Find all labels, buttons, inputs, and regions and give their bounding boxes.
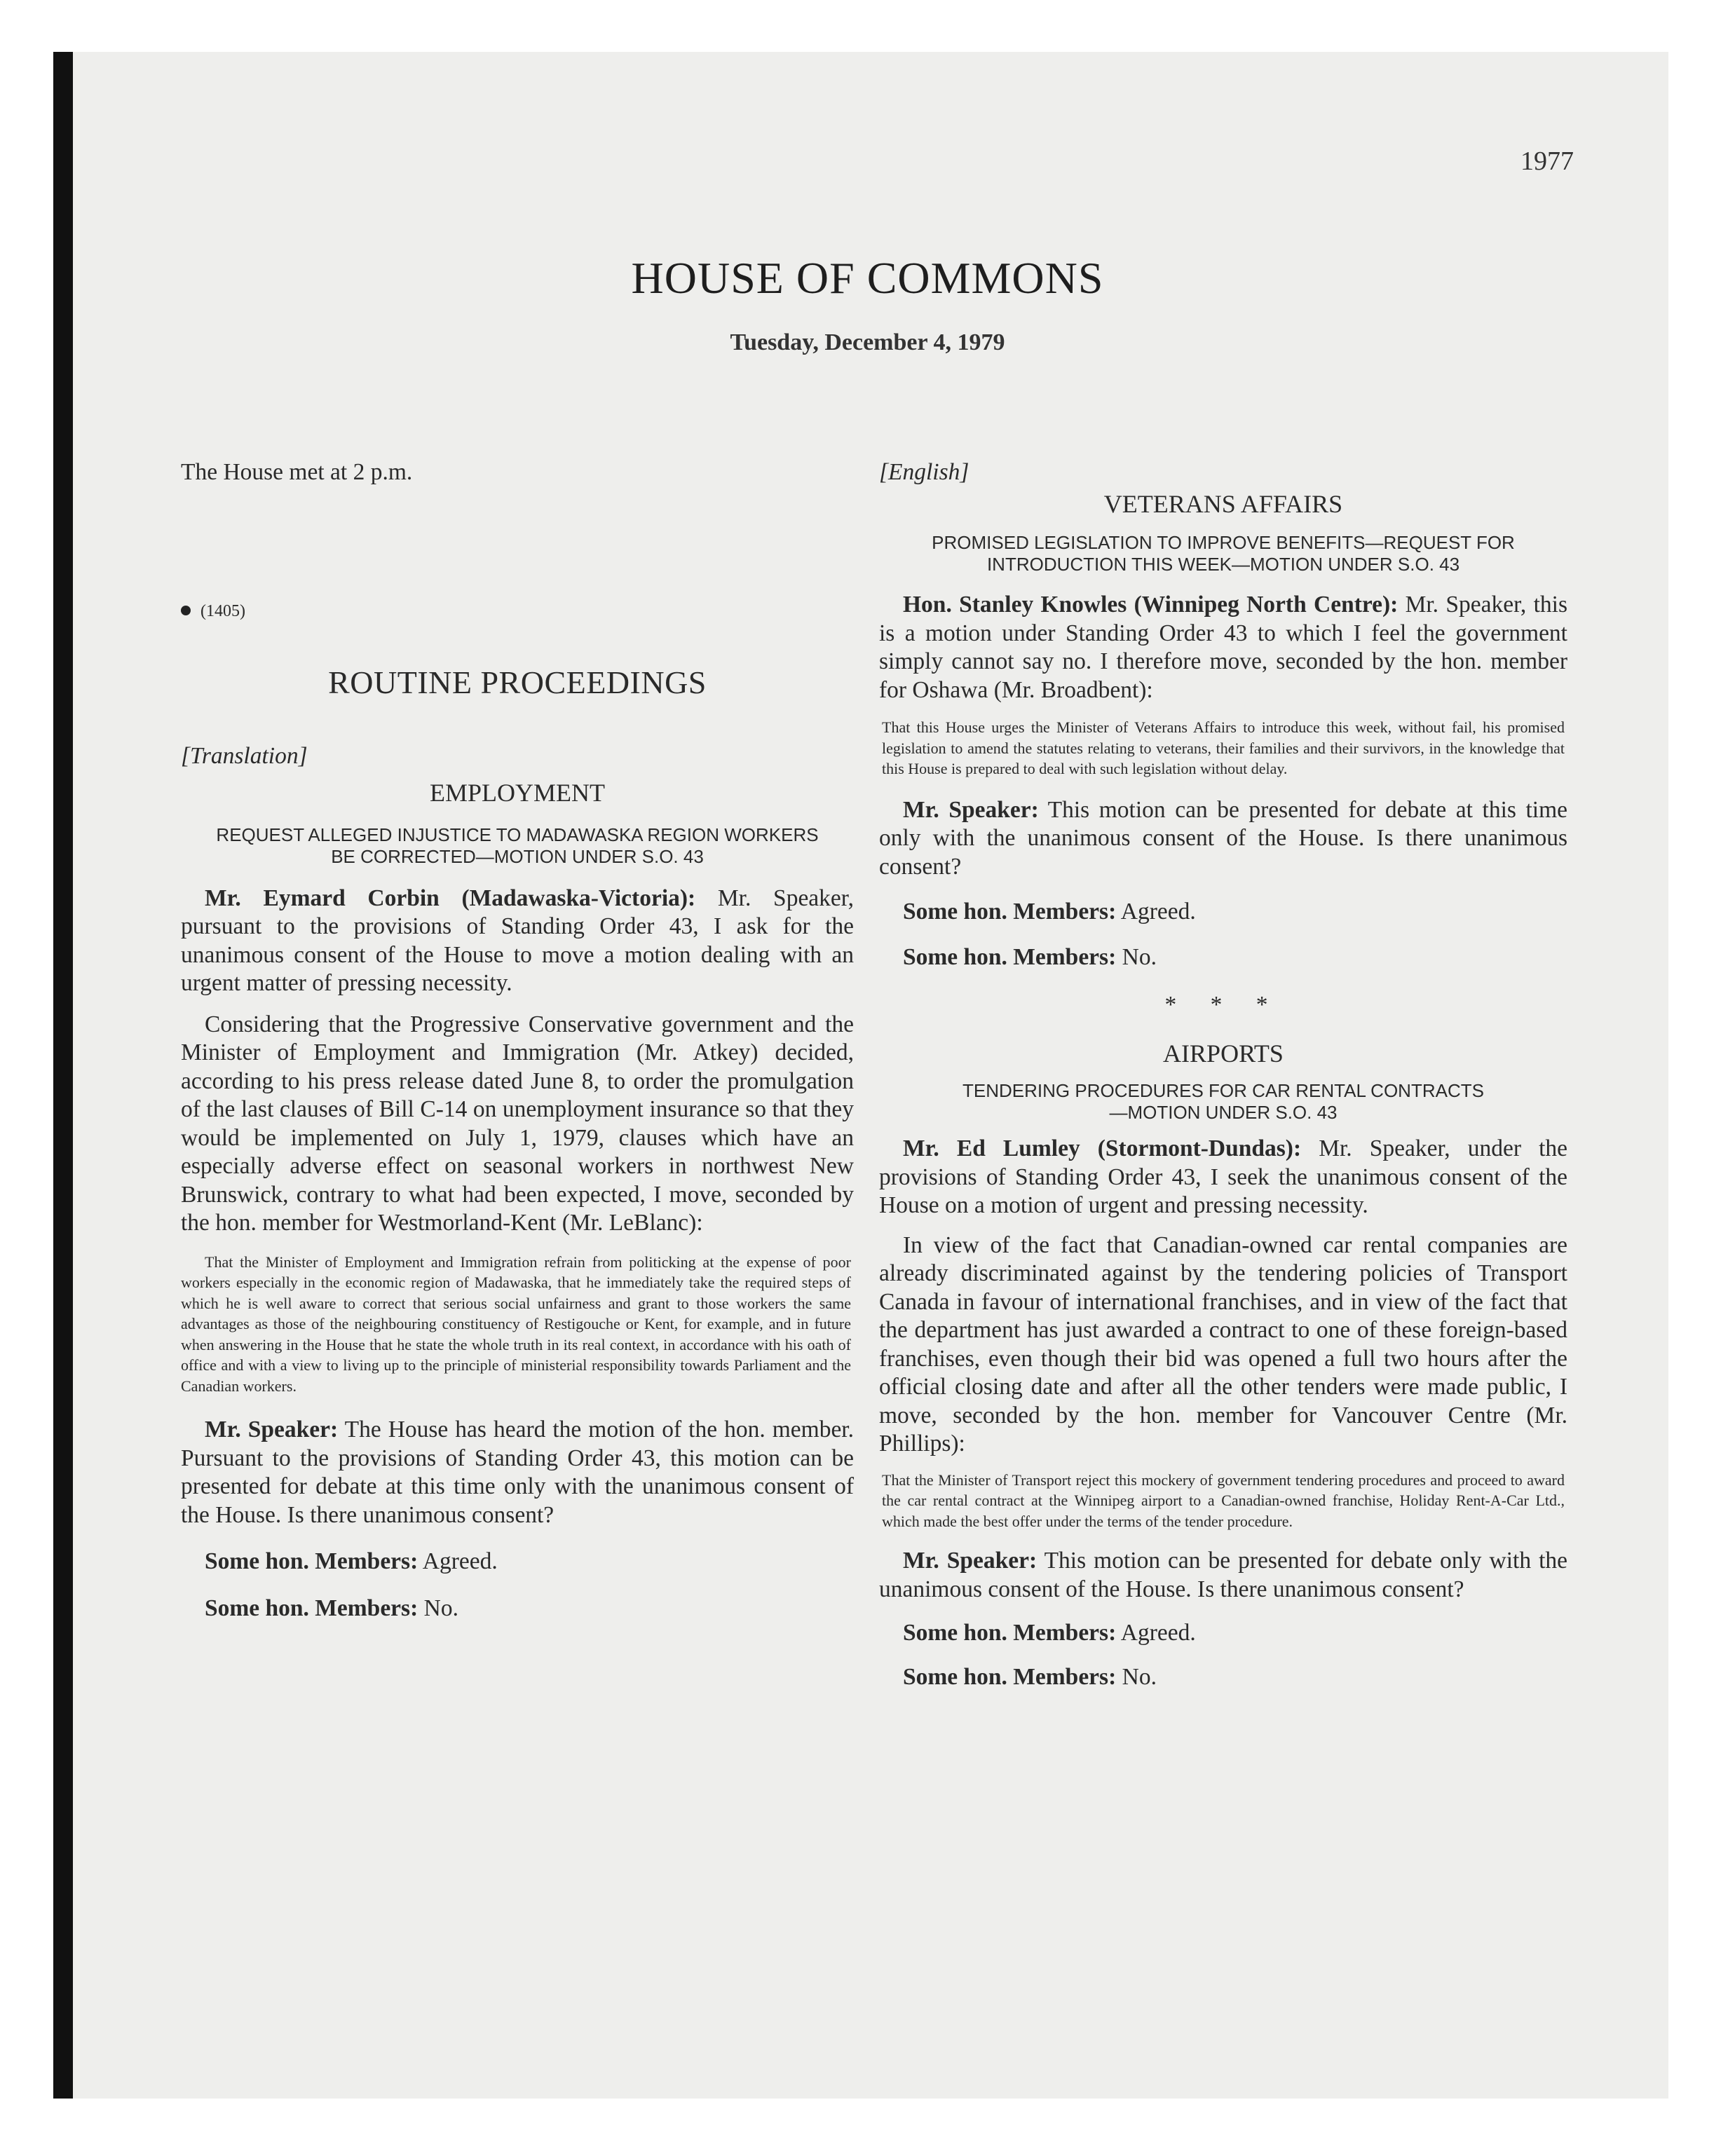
airports-subhead: TENDERING PROCEDURES FOR CAR RENTAL CONTRACTS—MOTION UNDER S.O. 43 [962, 1080, 1484, 1123]
speaker-name: Some hon. Members: [903, 899, 1117, 925]
paragraph-text: This motion can be presented for debate at this time only with the unanimous consent of the House. Is there unanimous consent? [879, 796, 1567, 880]
members-response-no [181, 1595, 854, 1623]
speaker-name: Mr. Speaker: [903, 1548, 1037, 1574]
corbin-paragraph [181, 885, 854, 998]
speaker-name: Some hon. Members: [205, 1595, 419, 1621]
speaker-ruling-paragraph [879, 796, 1567, 882]
page-number: 1977 [1520, 146, 1574, 176]
paragraph-text: The House has heard the motion of the hon. member. Pursuant to the provisions of Standing Order 43, this motion can be presented for debate at this time only with the unanimous consent of the House. Is there unanimous consent? [181, 1417, 854, 1528]
members-response-no [879, 1663, 1567, 1692]
sitting-date: Tuesday, December 4, 1979 [730, 329, 1005, 355]
employment-subhead: REQUEST ALLEGED INJUSTICE TO MADAWASKA REGION WORKERS BE CORRECTED—MOTION UNDER S.O. 43 [216, 824, 819, 867]
employment-heading: EMPLOYMENT [430, 779, 605, 807]
response-text: Agreed. [418, 1548, 498, 1574]
speaker-name: Mr. Speaker: [903, 796, 1039, 823]
paragraph-text: Mr. Speaker, under the provisions of Standing Order 43, I seek the unanimous consent of the House on a motion of urgent and pressing necessity. [879, 1135, 1567, 1218]
paragraph-text: Mr. Speaker, pursuant to the provisions of Standing Order 43, I ask for the unanimous consent of the House to move a motion dealing with an urgent matter of pressing necessity. [181, 885, 854, 996]
routine-proceedings-heading: ROUTINE PROCEEDINGS [328, 664, 707, 700]
response-text: No. [1116, 943, 1157, 970]
veterans-affairs-heading: VETERANS AFFAIRS [1103, 489, 1343, 518]
members-response-agreed [879, 1619, 1567, 1648]
speaker-name: Mr. Ed Lumley (Stormont-Dundas): [903, 1135, 1302, 1161]
in-view-paragraph: In view of the fact that Canadian-owned car rental companies are already discriminated against by the tendering policies of Transport Canada in favour of international franchises, and in view of the fact that the department has just awarded a contract to one of these foreign-based franchises, even though their bid was opened a full two hours after the official closing date and after all the other tenders were made public, I move, seconded by the hon. member for Vancouver Centre (Mr. Phillips): [879, 1231, 1567, 1456]
response-text: Agreed. [1116, 899, 1196, 925]
speaker-name: Hon. Stanley Knowles (Winnipeg North Centre): [903, 592, 1399, 618]
section-separator: * * * [1164, 992, 1282, 1018]
bullet-icon [181, 606, 191, 615]
speaker-ruling-paragraph [879, 1547, 1567, 1604]
employment-motion-quote: That the Minister of Employment and Immigration refrain from politicking at the expense of poor workers especially in the economic region of Madawaska, that he immediately take the required steps of which he is well aware to correct that serious social unfairness and grant to those workers the same advantages as those of the neighbouring constituency of Restigouche or Kent, for example, and in future when answering in the House that he state the whole truth in its real context, in accordance with his oath of office and with a view to living up to the principle of ministerial responsibility towards Parliament and the Canadian workers. [181, 1253, 851, 1395]
speaker-name: Mr. Speaker: [205, 1417, 339, 1442]
speaker-name: Some hon. Members: [903, 1620, 1117, 1646]
airports-motion-quote: That the Minister of Transport reject this mockery of government tendering procedures and proceed to award the car rental contract at the Winnipeg airport to a Canadian-owned franchise, Holiday Rent-A-Car Ltd., which made the best offer under the terms of the tender procedure. [882, 1471, 1565, 1530]
speaker-name: Some hon. Members: [205, 1548, 419, 1574]
english-tag [879, 458, 1567, 487]
paragraph-text: Mr. Speaker, this is a motion under Standing Order 43 to which I feel the government simply cannot say no. I therefore move, seconded by the hon. member for Oshawa (Mr. Broadbent): [879, 592, 1567, 703]
members-response-agreed [181, 1548, 854, 1576]
response-text: Agreed. [1116, 1620, 1196, 1646]
translation-tag-text: [Translation] [181, 742, 308, 769]
english-tag-text: [English] [879, 459, 969, 485]
considering-paragraph: Considering that the Progressive Conservative government and the Minister of Employment and Immigration (Mr. Atkey) decided, according to his press release dated June 8, to order the promulgation of the last clauses of Bill C-14 on unemployment insurance so that they would be implemented on July 1, 1979, clauses which have an especially adverse effect on seasonal workers in northwest New Brunswick, contrary to what had been expected, I move, seconded by the hon. member for Westmorland-Kent (Mr. LeBlanc): [181, 1011, 854, 1236]
veterans-affairs-subhead: PROMISED LEGISLATION TO IMPROVE BENEFITS—REQUEST FOR INTRODUCTION THIS WEEK—MOTION UNDER S.O. 43 [932, 532, 1515, 575]
response-text: No. [418, 1595, 458, 1621]
members-response-agreed [879, 898, 1567, 927]
speaker-name: Some hon. Members: [903, 1663, 1117, 1690]
page-title: HOUSE OF COMMONS [631, 253, 1104, 303]
time-marker-text: (1405) [200, 601, 245, 620]
speaker-name: Mr. Eymard Corbin (Madawaska-Victoria): [205, 885, 696, 911]
right-column [879, 456, 1567, 1691]
knowles-paragraph [879, 591, 1567, 704]
members-response-no [879, 943, 1567, 972]
scan-edge-bar [53, 52, 73, 2099]
speaker-name: Some hon. Members: [903, 943, 1117, 970]
translation-tag [181, 742, 854, 771]
veterans-motion-quote: That this House urges the Minister of Veterans Affairs to introduce this week, without fail, his promised legislation to amend the statutes relating to veterans, their families and their survivors, in the knowledge that this House is prepared to deal with such legislation without delay. [882, 718, 1565, 777]
lumley-paragraph [879, 1135, 1567, 1220]
left-column [181, 456, 854, 1623]
speaker-ruling-paragraph [181, 1416, 854, 1529]
paragraph-text: This motion can be presented for debate only with the unanimous consent of the House. Is there unanimous consent? [879, 1548, 1568, 1602]
house-met-line: The House met at 2 p.m. [181, 459, 413, 485]
time-marker [181, 595, 854, 626]
airports-heading: AIRPORTS [1163, 1039, 1284, 1067]
response-text: No. [1116, 1663, 1157, 1690]
